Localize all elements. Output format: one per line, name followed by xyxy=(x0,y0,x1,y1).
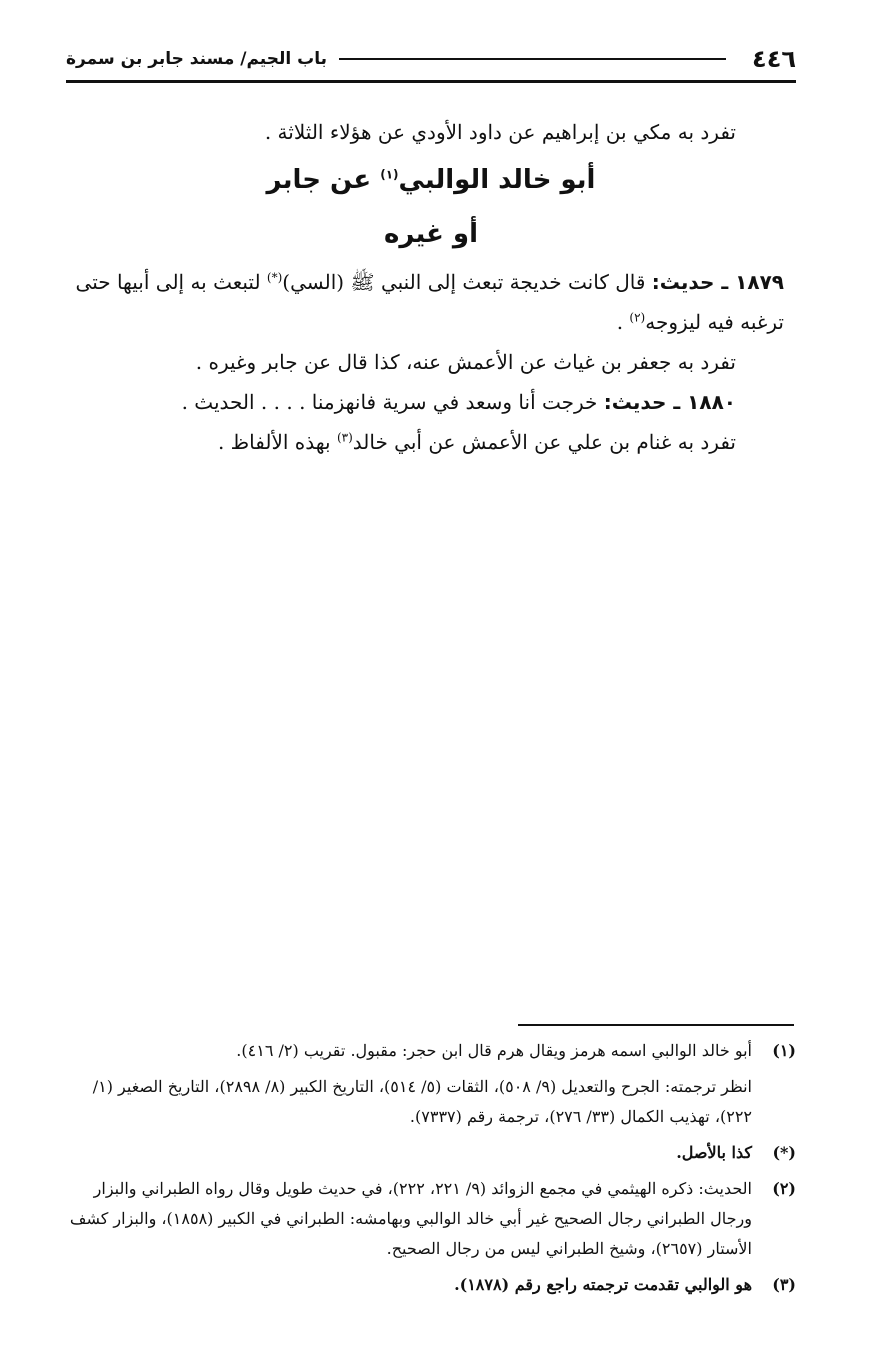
hadith-1879 xyxy=(66,262,796,342)
heading-tail: عن جابر xyxy=(266,165,381,195)
note-text: تفرد به غنام بن علي عن الأعمش عن أبي خالد xyxy=(352,430,736,454)
header-dash xyxy=(339,58,726,60)
running-header xyxy=(66,40,796,78)
main-text xyxy=(66,112,796,462)
hadith-text-cont: لتبعث به إلى أبيها حتى ترغبه فيه ليزوجه xyxy=(75,270,784,334)
hadith-text: قال كانت خديجة تبعث إلى النبي ﷺ (السي) xyxy=(282,270,652,294)
footnote-rule xyxy=(518,1024,794,1026)
note-paragraph-1: تفرد به جعفر بن غياث عن الأعمش عنه، كذا قال عن جابر وغيره . xyxy=(195,350,736,374)
note-text-end: بهذه الألفاظ . xyxy=(217,430,337,454)
footnote-1-continuation: انظر ترجمته: الجرح والتعديل (٩/ ٥٠٨)، الثقات (٥/ ٥١٤)، التاريخ الكبير (٨/ ٢٨٩٨)، التاريخ الصغير (١/ ٢٢٢)، تهذيب الكمال (٣٣/ ٢٧٦)، ترجمة رقم (٧٣٣٧). xyxy=(92,1077,752,1126)
hadith-number: ١٨٧٩ ـ xyxy=(714,270,784,294)
hadith-end: . xyxy=(616,310,630,334)
heading-name: أبو خالد الوالبي xyxy=(398,165,596,195)
footnote-2 xyxy=(66,1174,796,1264)
note-paragraph-2 xyxy=(66,422,796,462)
intro-paragraph: تفرد به مكي بن إبراهيم عن داود الأودي عن هؤلاء الثلاثة . xyxy=(264,120,736,144)
footnote-3 xyxy=(66,1270,796,1300)
hadith-1880 xyxy=(66,382,796,422)
footnote-mark: (١) xyxy=(772,1041,796,1060)
footnote-text: هو الوالبي تقدمت ترجمته راجع رقم (١٨٧٨). xyxy=(454,1275,752,1294)
footnote-text: كذا بالأصل. xyxy=(676,1143,752,1162)
header-rule xyxy=(66,80,796,83)
footnote-text: الحديث: ذكره الهيثمي في مجمع الزوائد (٩/ ٢٢١، ٢٢٢)، في حديث طويل وقال رواه الطبراني والبزار ورجال الطبراني رجال الصحيح غير أبي خالد الوالبي وبهامشه: الطبراني في الكبير (١٨٥٨)، والبزار كشف الأستار (٢٦٥٧)، وشيخ الطبراني ليس من رجال الصحيح. xyxy=(69,1179,752,1258)
hadith-number: ١٨٨٠ ـ xyxy=(666,390,736,414)
section-subheading: أو غيره xyxy=(383,219,479,249)
footnote-text: أبو خالد الوالبي اسمه هرمز ويقال هرم قال ابن حجر: مقبول. تقريب (٢/ ٤١٦). xyxy=(236,1041,752,1060)
footnote-mark: (٣) xyxy=(772,1275,796,1294)
footnote-1 xyxy=(66,1036,796,1066)
footnote-ref-2: (٢) xyxy=(629,310,646,325)
running-title: باب الجيم/ مسند جابر بن سمرة xyxy=(66,49,327,69)
section-heading xyxy=(66,154,796,206)
footnote-ref-star: (*) xyxy=(266,270,283,285)
heading-footnote-ref: (١) xyxy=(380,167,399,182)
footnote-star xyxy=(66,1138,796,1168)
hadith-text: خرجت أنا وسعد في سرية فانهزمنا . . . . الحديث . xyxy=(181,390,604,414)
page-number: ٤٤٦ xyxy=(752,45,796,73)
footnotes xyxy=(66,1036,796,1306)
hadith-keyword: حديث: xyxy=(603,390,667,414)
footnote-mark: (*) xyxy=(772,1143,796,1162)
footnote-ref-3: (٣) xyxy=(336,430,353,445)
footnote-mark: (٢) xyxy=(772,1179,796,1198)
hadith-keyword: حديث: xyxy=(651,270,715,294)
